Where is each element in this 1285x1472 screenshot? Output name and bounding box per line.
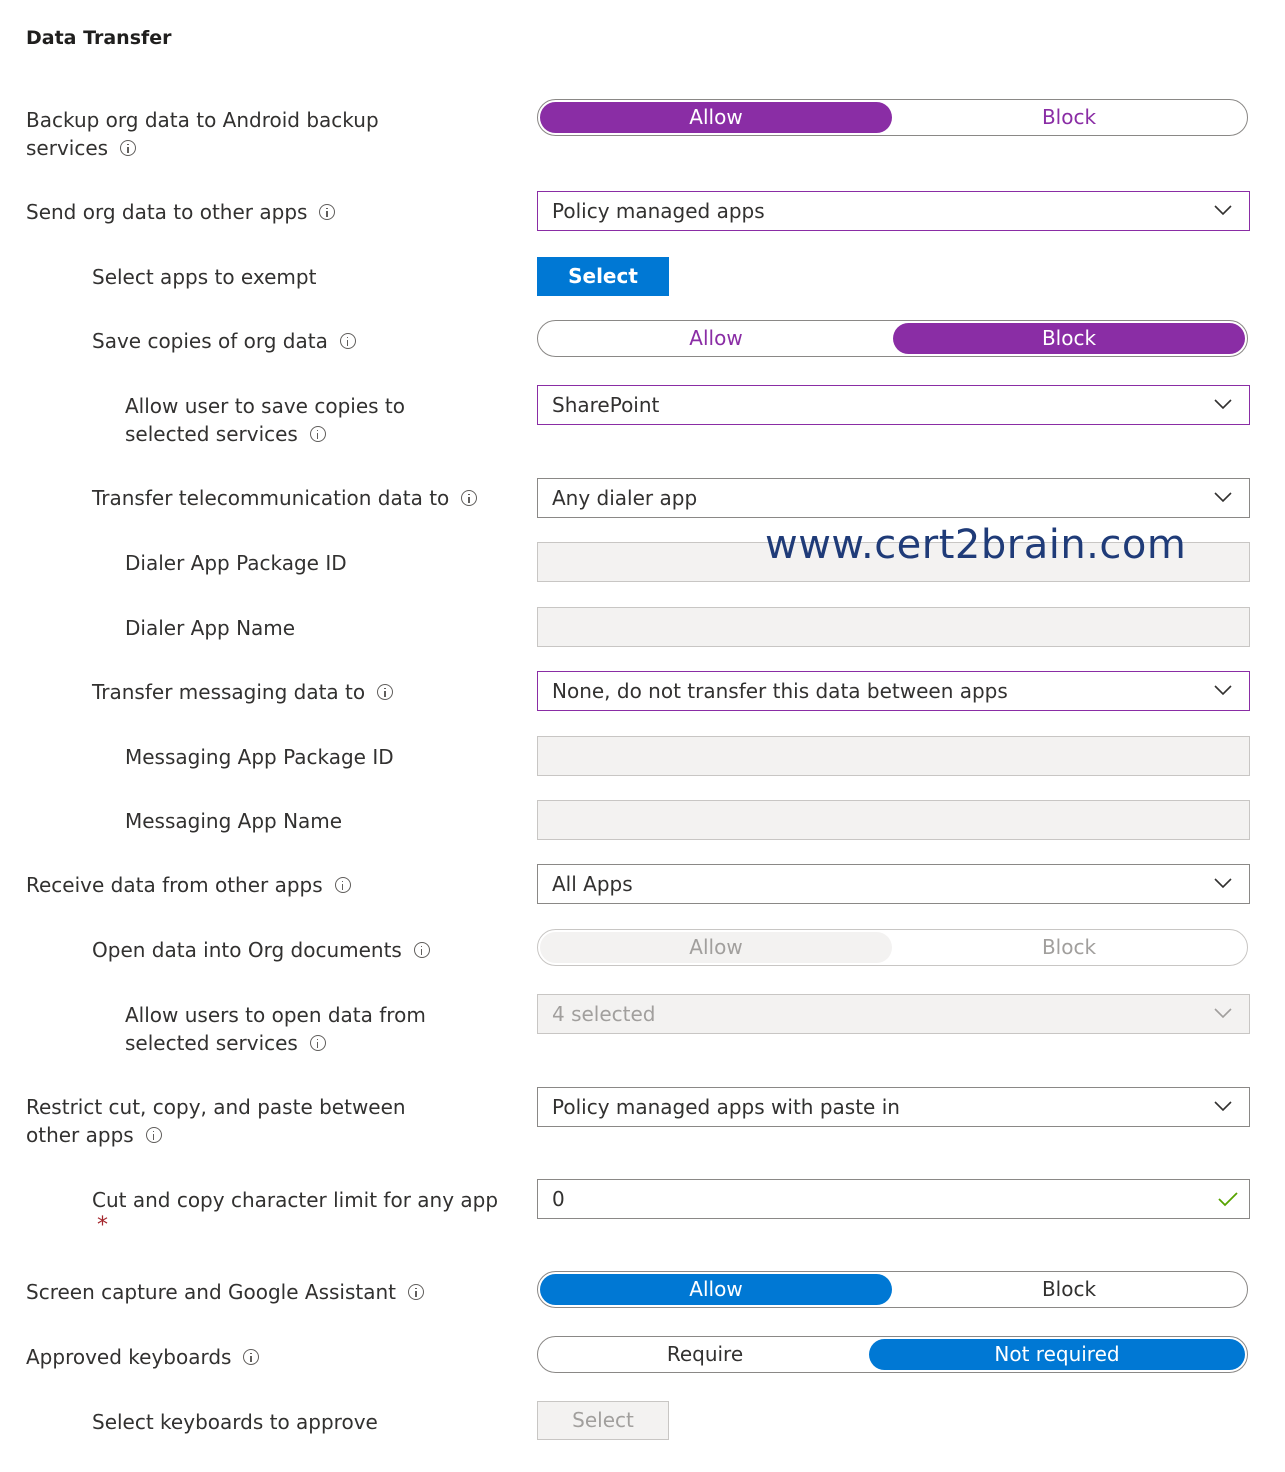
info-icon[interactable] xyxy=(377,684,393,700)
backup-allow-option[interactable]: Allow xyxy=(540,102,892,133)
messaging-label xyxy=(92,678,393,706)
chevron-down-icon xyxy=(1213,394,1233,414)
msg-pkg-input[interactable] xyxy=(537,736,1250,776)
dialer-name-label: Dialer App Name xyxy=(125,616,296,640)
backup-toggle xyxy=(537,99,1248,136)
save-copies-label-text: Save copies of org data xyxy=(92,329,328,353)
open-services-label xyxy=(125,1001,515,1057)
backup-label-text: Backup org data to Android backup services xyxy=(26,108,379,160)
receive-dropdown[interactable] xyxy=(537,864,1250,904)
info-icon[interactable] xyxy=(461,490,477,506)
open-docs-allow-option[interactable]: Allow xyxy=(540,932,892,963)
backup-label xyxy=(26,106,426,162)
save-services-dropdown[interactable] xyxy=(537,385,1250,425)
chevron-down-icon xyxy=(1213,487,1233,507)
select-apps-button[interactable]: Select xyxy=(537,257,669,296)
chevron-down-icon xyxy=(1213,200,1233,220)
save-copies-block-option[interactable]: Block xyxy=(893,323,1245,354)
screen-capture-toggle xyxy=(537,1271,1248,1308)
messaging-dropdown[interactable] xyxy=(537,671,1250,711)
info-icon[interactable] xyxy=(335,877,351,893)
msg-name-input[interactable] xyxy=(537,800,1250,840)
section-title: Data Transfer xyxy=(26,27,172,49)
messaging-dropdown-value: None, do not transfer this data between apps xyxy=(552,679,1008,703)
dialer-pkg-label: Dialer App Package ID xyxy=(125,551,347,575)
save-services-dropdown-value: SharePoint xyxy=(552,393,660,417)
save-copies-allow-option[interactable]: Allow xyxy=(689,326,743,350)
cut-copy-dropdown[interactable] xyxy=(537,1087,1250,1127)
open-services-label-text: Allow users to open data from selected services xyxy=(125,1003,426,1055)
receive-dropdown-value: All Apps xyxy=(552,872,633,896)
info-icon[interactable] xyxy=(408,1284,424,1300)
open-docs-label-text: Open data into Org documents xyxy=(92,938,402,962)
telecom-dropdown[interactable] xyxy=(537,478,1250,518)
open-docs-block-option[interactable]: Block xyxy=(1041,935,1097,959)
cut-copy-dropdown-value: Policy managed apps with paste in xyxy=(552,1095,900,1119)
chevron-down-icon xyxy=(1213,1003,1233,1023)
info-icon[interactable] xyxy=(319,204,335,220)
chevron-down-icon xyxy=(1213,1096,1233,1116)
screen-capture-allow-option[interactable]: Allow xyxy=(540,1274,892,1305)
save-copies-label xyxy=(92,327,356,355)
send-dropdown[interactable] xyxy=(537,191,1250,231)
receive-label-text: Receive data from other apps xyxy=(26,873,323,897)
required-star: * xyxy=(97,1213,108,1238)
info-icon[interactable] xyxy=(243,1349,259,1365)
keyboards-not-required-option[interactable]: Not required xyxy=(869,1339,1245,1370)
open-services-dropdown-value: 4 selected xyxy=(552,1002,656,1026)
telecom-dropdown-value: Any dialer app xyxy=(552,486,698,510)
open-services-dropdown[interactable] xyxy=(537,994,1250,1034)
send-label-text: Send org data to other apps xyxy=(26,200,308,224)
keyboards-require-option[interactable]: Require xyxy=(666,1342,744,1366)
open-docs-label xyxy=(92,936,430,964)
screen-capture-label-text: Screen capture and Google Assistant xyxy=(26,1280,397,1304)
keyboards-label-text: Approved keyboards xyxy=(26,1345,232,1369)
chevron-down-icon xyxy=(1213,873,1233,893)
save-services-label xyxy=(125,392,495,448)
info-icon[interactable] xyxy=(340,333,356,349)
backup-block-option[interactable]: Block xyxy=(1041,105,1097,129)
info-icon[interactable] xyxy=(120,140,136,156)
info-icon[interactable] xyxy=(310,1035,326,1051)
msg-name-label: Messaging App Name xyxy=(125,809,343,833)
cut-copy-label-text: Restrict cut, copy, and paste between other apps xyxy=(26,1095,406,1147)
open-docs-toggle xyxy=(537,929,1248,966)
telecom-label xyxy=(92,484,477,512)
info-icon[interactable] xyxy=(310,426,326,442)
save-services-label-text: Allow user to save copies to selected services xyxy=(125,394,405,446)
info-icon[interactable] xyxy=(146,1127,162,1143)
keyboards-toggle xyxy=(537,1336,1248,1373)
cut-copy-label xyxy=(26,1093,406,1149)
screen-capture-label xyxy=(26,1278,424,1306)
info-icon[interactable] xyxy=(414,942,430,958)
msg-pkg-label: Messaging App Package ID xyxy=(125,745,394,769)
dialer-name-input[interactable] xyxy=(537,607,1250,647)
telecom-label-text: Transfer telecommunication data to xyxy=(92,486,450,510)
char-limit-input[interactable] xyxy=(537,1179,1250,1219)
send-label xyxy=(26,198,335,226)
receive-label xyxy=(26,871,351,899)
keyboards-label xyxy=(26,1343,259,1371)
checkmark-icon xyxy=(1217,1188,1239,1210)
char-limit-label: Cut and copy character limit for any app xyxy=(92,1188,499,1212)
send-dropdown-value: Policy managed apps xyxy=(552,199,765,223)
select-keyboards-label: Select keyboards to approve xyxy=(92,1410,378,1434)
select-keyboards-button[interactable]: Select xyxy=(537,1401,669,1440)
screen-capture-block-option[interactable]: Block xyxy=(1041,1277,1097,1301)
exempt-label: Select apps to exempt xyxy=(92,265,317,289)
chevron-down-icon xyxy=(1213,680,1233,700)
watermark: www.cert2brain.com xyxy=(765,522,1187,568)
char-limit-value: 0 xyxy=(552,1187,565,1211)
save-copies-toggle xyxy=(537,320,1248,357)
messaging-label-text: Transfer messaging data to xyxy=(92,680,366,704)
